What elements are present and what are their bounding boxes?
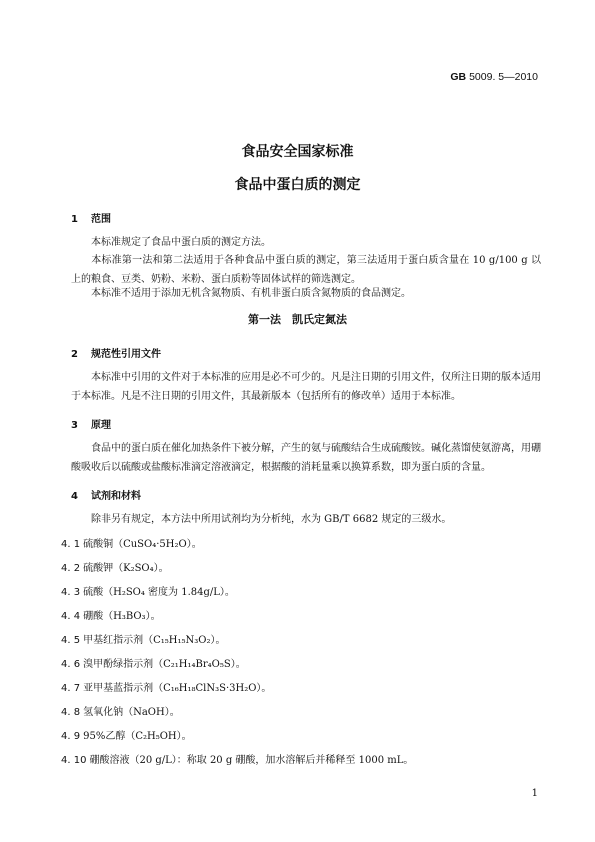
section-2-number: 2 [71, 349, 78, 360]
section-1-paragraph-1: 本标准规定了食品中蛋白质的测定方法。 [91, 237, 271, 248]
section-4-paragraph-1: 除非另有规定，本方法中所用试剂均为分析纯，水为 GB/T 6682 规定的三级水。 [91, 514, 452, 525]
list-item: 4. 6 溴甲酚绿指示剂（C₂₁H₁₄Br₄O₅S）。 [61, 659, 246, 670]
section-4-number: 4 [71, 491, 78, 502]
section-1-number: 1 [71, 214, 78, 225]
list-item: 4. 10 硼酸溶液（20 g/L）：称取 20 g 硼酸，加水溶解后并稀释至 1000 mL。 [61, 755, 414, 766]
document-subtitle: 食品中蛋白质的测定 [234, 177, 361, 193]
section-2-heading [71, 345, 161, 360]
list-item: 4. 2 硫酸钾（K₂SO₄）。 [61, 563, 169, 574]
page-number: 1 [531, 788, 538, 799]
section-3-number: 3 [71, 420, 78, 431]
section-1-title: 范围 [91, 214, 111, 225]
list-item: 4. 1 硫酸铜（CuSO₄·5H₂O）。 [61, 539, 202, 550]
list-item: 4. 9 95%乙醇（C₂H₅OH）。 [61, 731, 192, 742]
section-1-paragraph-2: 本标准第一法和第二法适用于各种食品中蛋白质的测定，第三法适用于蛋白质含量在 10 g/100 g 以上的粮食、豆类、奶粉、米粉、蛋白质粉等固体试样的筛选测定。 [71, 255, 541, 285]
list-item: 4. 3 硫酸（H₂SO₄ 密度为 1.84g/L）。 [61, 587, 235, 598]
list-item: 4. 5 甲基红指示剂（C₁₅H₁₅N₃O₂）。 [61, 635, 226, 646]
list-item: 4. 8 氢氧化钠（NaOH）。 [61, 707, 180, 718]
section-3-heading [71, 416, 111, 431]
document-title: 食品安全国家标准 [241, 144, 354, 160]
section-4-title: 试剂和材料 [91, 491, 141, 502]
section-1-paragraph-3: 本标准不适用于添加无机含氮物质、有机非蛋白质含氮物质的食品测定。 [91, 288, 411, 299]
standard-number: 5009. 5—2010 [469, 71, 538, 83]
list-item: 4. 4 硼酸（H₃BO₃）。 [61, 611, 161, 622]
section-2-title: 规范性引用文件 [91, 349, 161, 360]
section-3-paragraph-1: 食品中的蛋白质在催化加热条件下被分解，产生的氨与硫酸结合生成硫酸铵。碱化蒸馏使氨游离，用硼酸吸收后以硫酸或盐酸标准滴定溶液滴定，根据酸的消耗量乘以换算系数，即为蛋白质的含量。 [71, 443, 541, 473]
section-2-paragraph-1: 本标准中引用的文件对于本标准的应用是必不可少的。凡是注日期的引用文件，仅所注日期的版本适用于本标准。凡是不注日期的引用文件，其最新版本（包括所有的修改单）适用于本标准。 [71, 372, 541, 402]
standard-code [450, 71, 538, 83]
section-4-heading [71, 487, 141, 502]
method-title: 第一法 凯氏定氮法 [248, 313, 347, 326]
standard-prefix: GB [450, 71, 467, 83]
section-1-heading [71, 210, 111, 225]
section-3-title: 原理 [91, 420, 111, 431]
list-item: 4. 7 亚甲基蓝指示剂（C₁₆H₁₈ClN₃S·3H₂O）。 [61, 683, 272, 694]
